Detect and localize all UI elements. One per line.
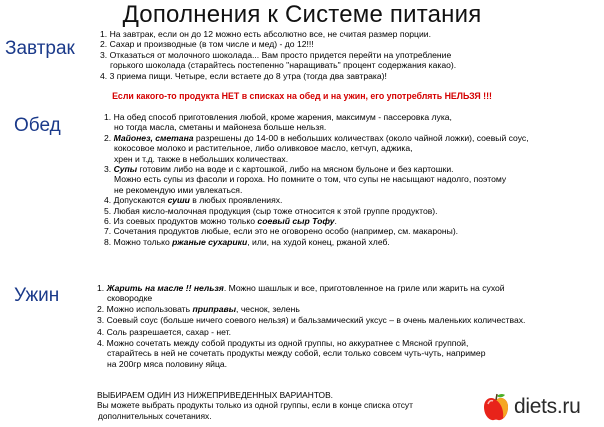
warning-text: Если какого-то продукта НЕТ в списках на обед и на ужин, его употреблять НЕЛЬЗЯ !!!: [112, 91, 492, 101]
list-item: 3. Соевый соус (больше ничего соевого нельзя) и бальзамический уксус – в очень маленьких количествах.: [97, 315, 526, 326]
list-item: 1. На обед способ приготовления любой, кроме жарения, максимум - пассеровка лука, но тогда масла, сметаны и майонеза больше нельзя.: [104, 112, 452, 133]
footer-text: [97, 390, 413, 421]
diets-logo[interactable]: [482, 390, 600, 424]
list-item: 7. Сочетания продуктов любые, если это не оговорено особо (например, см. макароны).: [104, 226, 459, 237]
logo-text: diets.ru: [514, 395, 581, 418]
lunch-list: [104, 112, 529, 247]
footer-line: ВЫБИРАЕМ ОДИН ИЗ НИЖЕПРИВЕДЕННЫХ ВАРИАНТОВ.: [97, 390, 333, 400]
section-heading-lunch: Обед: [14, 115, 61, 136]
list-item: 2. Сахар и производные (в том числе и мед) - до 12!!!: [100, 39, 314, 50]
list-item: 6. Из соевых продуктов можно только соевый сыр Тофу.: [104, 216, 337, 227]
list-item: 4. Соль разрешается, сахар - нет.: [97, 326, 232, 337]
list-item: 8. Можно только ржаные сухарики, или, на худой конец, ржаной хлеб.: [104, 236, 390, 247]
list-item: 4. Допускаются суши в любых проявлениях.: [104, 195, 283, 206]
list-item: 3. Супы готовим либо на воде и с картошкой, либо на мясном бульоне и без картошки. Можно есть супы из фасоли и гороха. Но помните о том, что супы не насыщают надолго, поэтому не рекомендую ими увлекаться.: [104, 164, 507, 195]
dinner-list: [97, 283, 525, 369]
section-heading-dinner: Ужин: [14, 285, 60, 306]
list-item: 2. Майонез, сметана разрешены до 14-00 в небольших количествах (около чайной ложки), соевый соус, кокосовое молоко и растительное, либо оливковое масло, кетчуп, аджика, хрен и т.д. также в небольших количествах.: [104, 132, 529, 164]
footer-line: Вы можете выбрать продукты только из одной группы, если в конце списка отсут: [97, 400, 413, 411]
list-item: 1. Жарить на масле !! нельзя. Можно шашлык и все, приготовленное на гриле или жарить на сухой сковородке: [97, 283, 505, 304]
footer-line: дополнительных сочетаниях.: [98, 410, 212, 421]
list-item: 2. Можно использовать приправы, чеснок, зелень: [97, 303, 300, 314]
list-item: 3. Отказаться от молочного шоколада... Вам просто придется перейти на употребление горького шоколада (старайтесь постепенно "наращивать" процент содержания какао).: [100, 49, 457, 71]
list-item: 4. 3 приема пищи. Четыре, если встаете до 8 утра (тогда два завтрака)!: [100, 70, 387, 81]
apple-icon: [482, 392, 510, 422]
section-heading-breakfast: Завтрак: [5, 38, 75, 59]
page-title: Дополнения к Системе питания: [122, 1, 482, 28]
breakfast-list: [100, 29, 456, 81]
list-item: 1. На завтрак, если он до 12 можно есть абсолютно все, не считая размер порции.: [100, 29, 431, 39]
list-item: 5. Любая кисло-молочная продукция (сыр тоже относится к этой группе продуктов).: [104, 205, 438, 216]
list-item: 4. Можно сочетать между собой продукты из одной группы, но аккуратнее с Мясной группой, старайтесь в ней не сочетать продукты между собой, если только совсем чуть-чуть, например на 200гр мяса половину яйца.: [97, 338, 486, 369]
